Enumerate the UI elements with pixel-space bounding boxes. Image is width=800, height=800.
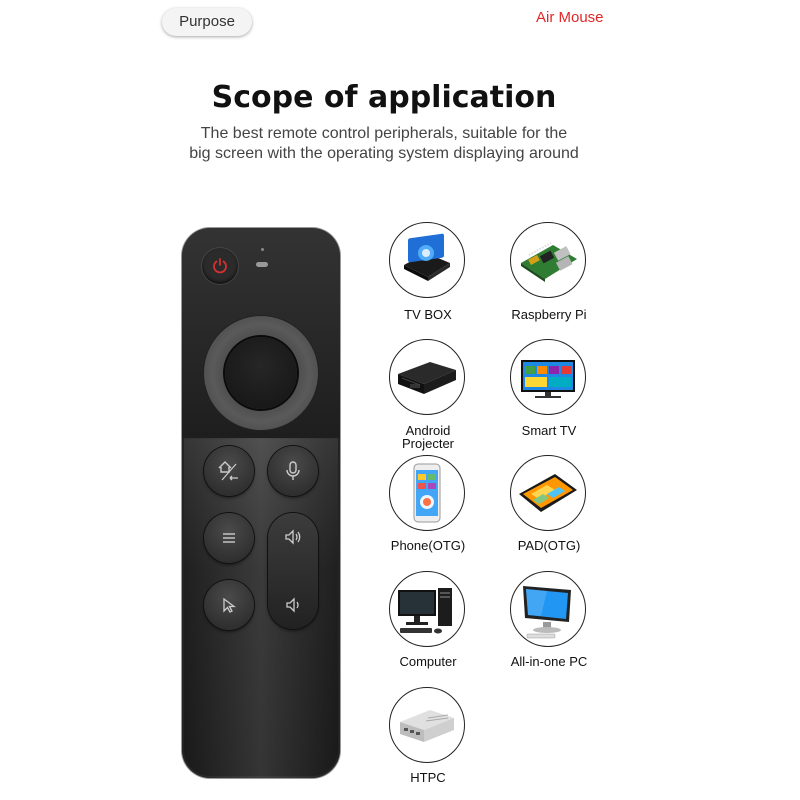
device-label-htpc: HTPC [410,770,446,785]
all-in-one-pc-icon [510,571,586,647]
home-back-icon [216,458,242,484]
microphone-icon [283,460,303,482]
android-projector-icon [389,339,465,415]
device-label-tv-box: TV BOX [404,307,452,322]
indicator-led [256,262,268,267]
power-button [202,248,238,284]
device-label-android-line1: Android [405,423,451,438]
page-title: Scope of application [211,80,557,115]
brand-label: Air Mouse [536,9,604,26]
computer-icon [389,571,465,647]
subtitle-line-2: big screen with the operating system displaying around [189,145,579,162]
page-subtitle [0,124,768,164]
device-label-android-line2: Projecter [401,436,455,451]
volume-rocker [268,513,318,629]
smart-tv-icon [510,339,586,415]
home-back-button [204,446,254,496]
device-label-pad: PAD(OTG) [517,538,581,553]
tablet-icon [510,455,586,531]
phone-icon [389,455,465,531]
power-icon [211,257,229,275]
voice-button [268,446,318,496]
device-label-raspberry-pi: Raspberry Pi [511,307,587,322]
volume-up-icon [283,527,303,547]
subtitle-line-1: The best remote control peripherals, suitable for the [200,125,568,142]
device-label-smart-tv: Smart TV [521,423,577,438]
menu-button [204,513,254,563]
volume-down-icon [283,595,303,615]
purpose-tab[interactable]: Purpose [162,8,252,36]
device-label-android-projecter [368,424,488,450]
mic-hole [261,248,264,251]
raspberry-pi-icon [510,222,586,298]
device-label-phone: Phone(OTG) [390,538,466,553]
air-mouse-remote [182,228,340,778]
htpc-icon [389,687,465,763]
mouse-toggle-button [204,580,254,630]
ok-button [225,337,297,409]
device-label-all-in-one-pc: All-in-one PC [510,654,588,669]
cursor-icon [220,596,238,614]
device-label-computer: Computer [399,654,457,669]
tv-box-icon [389,222,465,298]
menu-icon [221,531,237,545]
